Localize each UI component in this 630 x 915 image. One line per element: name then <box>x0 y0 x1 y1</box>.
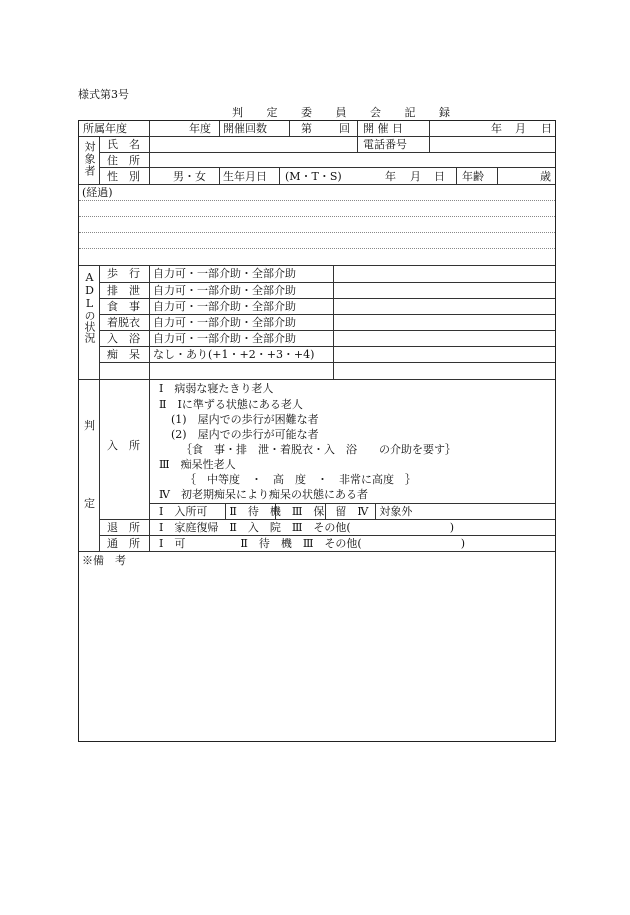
birth-month: 月 <box>410 170 421 183</box>
birth-label: 生年月日 <box>223 170 267 183</box>
address-label: 住 所 <box>107 154 140 167</box>
judgment-label-1: 判 <box>84 419 95 432</box>
adl-options: 自力可・一部介助・全部介助 <box>153 300 296 313</box>
sex-options: 男・女 <box>173 170 206 183</box>
birth-day: 日 <box>434 170 445 183</box>
daycare-result: Ⅰ 可 Ⅱ 待 機 Ⅲ その他( ) <box>159 537 466 550</box>
subject-group-label: 対象者 <box>83 141 96 177</box>
adl-options: 自力可・一部介助・全部介助 <box>153 284 296 297</box>
admission-line: Ⅱ Ⅰに準ずる状態にある老人 <box>159 398 303 411</box>
age-unit: 歳 <box>540 170 551 183</box>
daycare-label: 通 所 <box>107 537 140 550</box>
record-form <box>78 120 556 742</box>
admission-line: ｛ 中等度 ・ 高 度 ・ 非常に高度 ｝ <box>185 473 416 486</box>
adl-options: 自力可・一部介助・全部介助 <box>153 267 296 280</box>
phone-label: 電話番号 <box>363 138 407 151</box>
admission-label: 入 所 <box>107 439 140 452</box>
adl-label: 着脱衣 <box>107 316 140 329</box>
adl-group-label: ADLの状況 <box>83 271 96 343</box>
form-number: 様式第3号 <box>78 88 129 101</box>
session-suffix: 回 <box>339 122 350 135</box>
fiscal-year-unit: 年度 <box>189 122 211 135</box>
judgment-label-2: 定 <box>84 497 95 510</box>
discharge-label: 退 所 <box>107 521 140 534</box>
admission-line: (1) 屋内での歩行が困難な者 <box>171 413 319 426</box>
sex-label: 性 別 <box>107 170 140 183</box>
adl-options: 自力可・一部介助・全部介助 <box>153 316 296 329</box>
admission-line: Ⅳ 初老期痴呆により痴呆の状態にある者 <box>159 488 368 501</box>
name-label: 氏 名 <box>107 138 140 151</box>
adl-label: 入 浴 <box>107 332 140 345</box>
admission-line: (2) 屋内での歩行が可能な者 <box>171 428 319 441</box>
page-title: 判 定 委 員 会 記 録 <box>232 106 460 119</box>
remarks-label: ※備 考 <box>82 554 126 567</box>
adl-label: 歩 行 <box>107 267 140 280</box>
session-label: 開催回数 <box>223 122 267 135</box>
session-prefix: 第 <box>301 122 312 135</box>
admission-line: Ⅰ 病弱な寝たきり老人 <box>159 382 274 395</box>
date-day: 日 <box>541 122 552 135</box>
date-month: 月 <box>515 122 526 135</box>
date-label: 開 催 日 <box>363 122 403 135</box>
admission-result: Ⅰ 入所可 Ⅱ 待 機 Ⅲ 保 留 Ⅳ 対象外 <box>159 505 413 518</box>
age-label: 年齢 <box>462 170 484 183</box>
admission-line: ｛食 事・排 泄・着脱衣・入 浴 の介助を要す｝ <box>181 443 456 456</box>
adl-label: 痴 呆 <box>107 348 140 361</box>
discharge-result: Ⅰ 家庭復帰 Ⅱ 入 院 Ⅲ その他( ) <box>159 521 455 534</box>
progress-label: (経過) <box>82 186 113 199</box>
fiscal-year-label: 所属年度 <box>83 122 127 135</box>
adl-label: 食 事 <box>107 300 140 313</box>
adl-label: 排 泄 <box>107 284 140 297</box>
adl-options: 自力可・一部介助・全部介助 <box>153 332 296 345</box>
adl-options: なし・あり(+1・+2・+3・+4) <box>153 348 315 361</box>
date-year: 年 <box>491 122 502 135</box>
admission-line: Ⅲ 痴呆性老人 <box>159 458 236 471</box>
birth-year: 年 <box>385 170 396 183</box>
era-options: (M・T・S) <box>285 170 342 183</box>
